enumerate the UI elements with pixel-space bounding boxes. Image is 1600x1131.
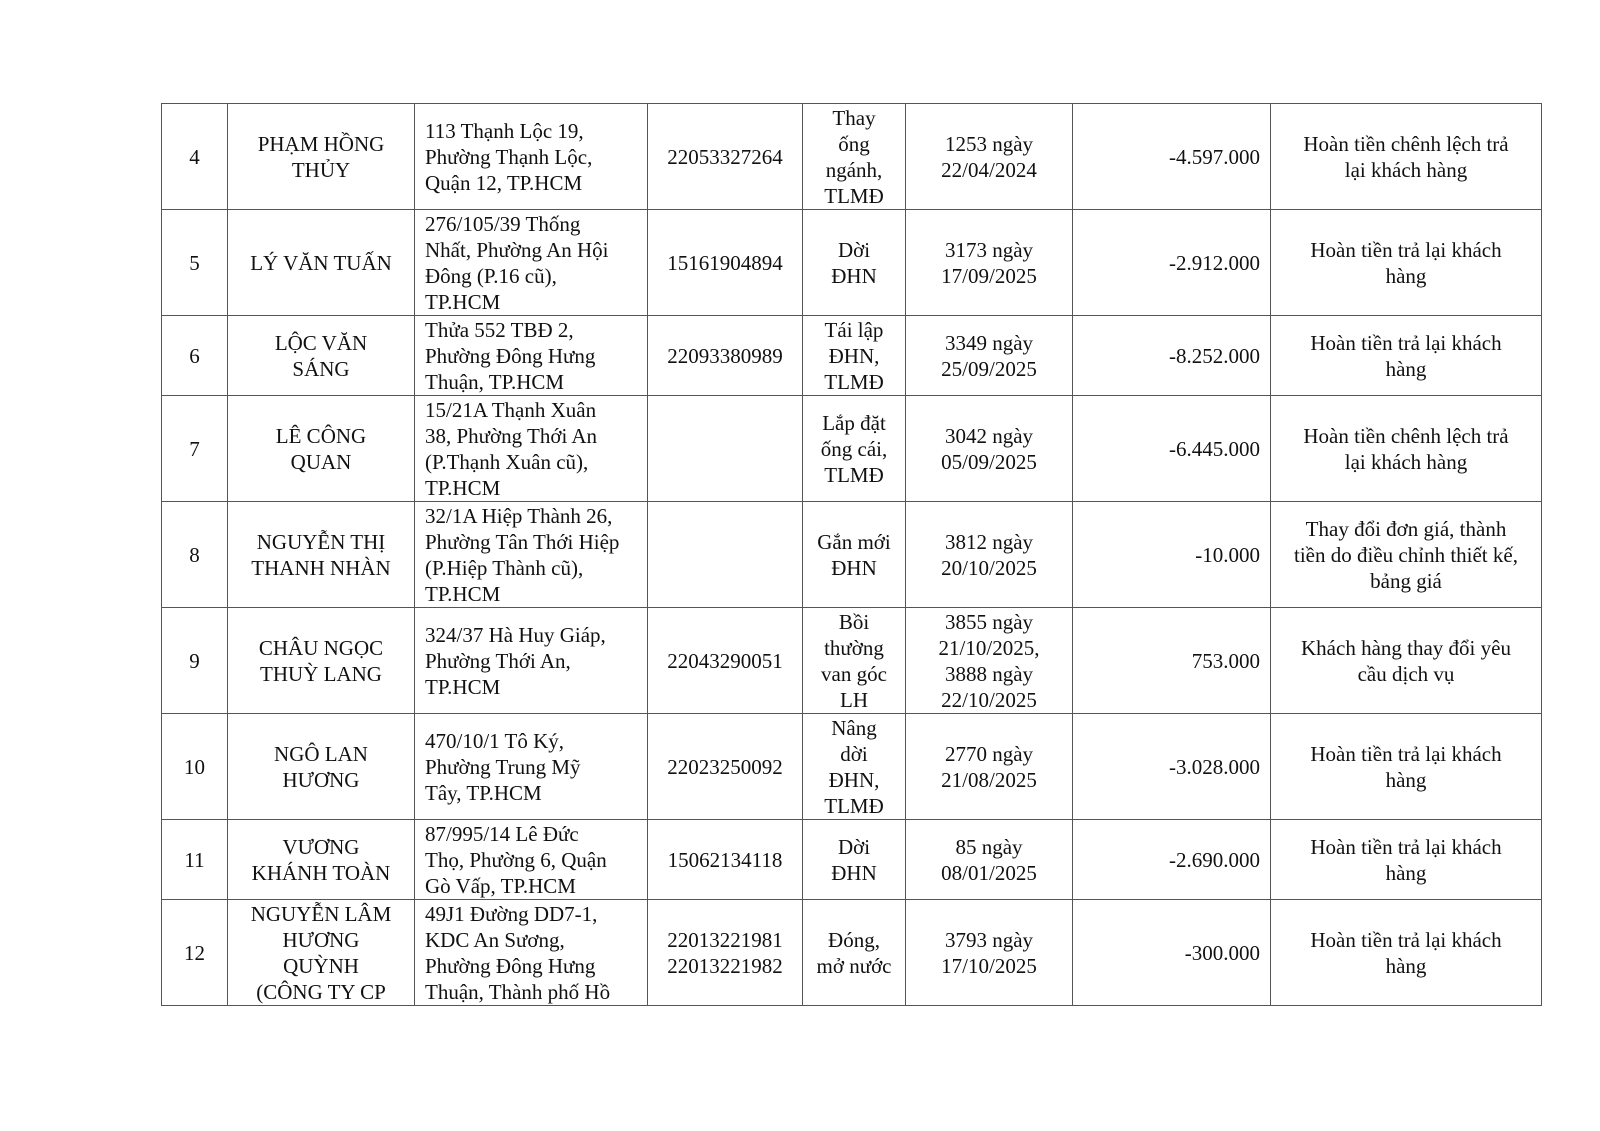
address-cell — [415, 820, 648, 900]
address-line: TP.HCM — [425, 289, 501, 314]
work-type-line: thường — [824, 635, 884, 660]
note-line: Thay đổi đơn giá, thành — [1305, 516, 1507, 541]
customer-name-cell — [228, 608, 415, 714]
customer-name-line: THUỲ LANG — [260, 661, 382, 686]
note-line: Hoàn tiền trả lại khách — [1310, 834, 1502, 859]
customer-code-line: 22013221982 — [667, 953, 783, 978]
note-line: Hoàn tiền trả lại khách — [1310, 237, 1502, 262]
note-line: Hoàn tiền trả lại khách — [1310, 330, 1502, 355]
document-line: 3349 ngày — [944, 330, 1034, 355]
customer-name-cell — [228, 714, 415, 820]
address-line: TP.HCM — [425, 674, 501, 699]
note-line: lại khách hàng — [1344, 157, 1468, 182]
note-cell — [1271, 900, 1542, 1006]
customer-name-line: NGUYỄN LÂM — [250, 901, 392, 926]
customer-name-line: PHẠM HỒNG — [257, 131, 385, 156]
customer-code-line: 22023250092 — [667, 754, 783, 779]
customer-name-line: CHÂU NGỌC — [258, 635, 384, 660]
customer-name-line: NGÔ LAN — [274, 741, 368, 766]
work-type-line: TLMĐ — [824, 183, 884, 208]
document-cell — [906, 104, 1073, 210]
address-line: Phường Đông Hưng — [425, 343, 596, 368]
work-type-line: LH — [840, 687, 868, 712]
refund-table — [161, 103, 1542, 1006]
document-line: 17/10/2025 — [941, 953, 1037, 978]
amount-cell: -8.252.000 — [1073, 316, 1271, 396]
row-number: 5 — [162, 210, 228, 316]
address-line: Thuận, Thành phố Hồ — [425, 979, 611, 1004]
table-row — [162, 608, 1542, 714]
address-cell — [415, 316, 648, 396]
document-cell — [906, 210, 1073, 316]
address-line: Thửa 552 TBĐ 2, — [425, 317, 574, 342]
customer-code-cell — [648, 502, 803, 608]
customer-code-cell — [648, 820, 803, 900]
work-type-cell — [803, 714, 906, 820]
address-line: 32/1A Hiệp Thành 26, — [425, 503, 613, 528]
table-body — [162, 104, 1542, 1006]
address-line: Phường Thới An, — [425, 648, 571, 673]
address-line: Đông (P.16 cũ), — [425, 263, 557, 288]
table-row — [162, 820, 1542, 900]
customer-name-line: LÊ CÔNG — [275, 423, 367, 448]
customer-name-cell — [228, 900, 415, 1006]
customer-name-line: QUAN — [290, 449, 352, 474]
document-cell — [906, 900, 1073, 1006]
document-line: 3888 ngày — [944, 661, 1034, 686]
note-line: hàng — [1385, 356, 1427, 381]
customer-code-cell — [648, 396, 803, 502]
customer-name-line: (CÔNG TY CP — [256, 979, 386, 1004]
table-row — [162, 316, 1542, 396]
customer-name-line: LÝ VĂN TUẤN — [250, 250, 392, 275]
note-line: hàng — [1385, 860, 1427, 885]
customer-name-line: NGUYỄN THỊ — [256, 529, 386, 554]
work-type-line: TLMĐ — [824, 369, 884, 394]
customer-name-line: THANH NHÀN — [251, 555, 391, 580]
customer-code-cell — [648, 608, 803, 714]
note-line: Hoàn tiền chênh lệch trả — [1303, 131, 1509, 156]
customer-name-cell — [228, 396, 415, 502]
work-type-line: ống — [838, 131, 870, 156]
address-line: 87/995/14 Lê Đức — [425, 821, 579, 846]
customer-name-cell — [228, 104, 415, 210]
address-cell — [415, 396, 648, 502]
document-line: 3855 ngày — [944, 609, 1034, 634]
address-line: Nhất, Phường An Hội — [425, 237, 609, 262]
work-type-cell — [803, 502, 906, 608]
customer-code-line: 22053327264 — [667, 144, 783, 169]
work-type-line: Thay — [832, 105, 876, 130]
note-line: lại khách hàng — [1344, 449, 1468, 474]
address-line: Phường Trung Mỹ — [425, 754, 581, 779]
address-line: Phường Thạnh Lộc, — [425, 144, 593, 169]
work-type-cell — [803, 608, 906, 714]
document-line: 3793 ngày — [944, 927, 1034, 952]
work-type-line: Tái lập — [824, 317, 884, 342]
work-type-line: ĐHN, — [828, 767, 880, 792]
document-cell — [906, 714, 1073, 820]
amount-cell: -2.912.000 — [1073, 210, 1271, 316]
work-type-line: Dời — [837, 237, 871, 262]
work-type-line: Lắp đặt — [822, 410, 886, 435]
address-cell — [415, 608, 648, 714]
work-type-cell — [803, 104, 906, 210]
address-line: Gò Vấp, TP.HCM — [425, 873, 576, 898]
document-line: 21/10/2025, — [938, 635, 1040, 660]
work-type-line: Dời — [837, 834, 871, 859]
address-line: Thuận, TP.HCM — [425, 369, 565, 394]
customer-name-cell — [228, 502, 415, 608]
amount-cell: -6.445.000 — [1073, 396, 1271, 502]
amount-cell: -300.000 — [1073, 900, 1271, 1006]
customer-name-line: VƯƠNG — [282, 834, 360, 859]
document-line: 85 ngày — [955, 834, 1023, 859]
note-cell — [1271, 502, 1542, 608]
note-cell — [1271, 714, 1542, 820]
note-line: tiền do điều chỉnh thiết kế, — [1294, 542, 1518, 567]
document-line: 3812 ngày — [944, 529, 1034, 554]
note-cell — [1271, 608, 1542, 714]
amount-cell: -10.000 — [1073, 502, 1271, 608]
amount-cell: -4.597.000 — [1073, 104, 1271, 210]
row-number: 11 — [162, 820, 228, 900]
address-cell — [415, 900, 648, 1006]
customer-code-cell — [648, 900, 803, 1006]
address-line: 470/10/1 Tô Ký, — [425, 728, 565, 753]
work-type-line: van góc — [821, 661, 887, 686]
document-line: 3173 ngày — [944, 237, 1034, 262]
work-type-cell — [803, 210, 906, 316]
document-cell — [906, 316, 1073, 396]
work-type-cell — [803, 396, 906, 502]
note-line: hàng — [1385, 953, 1427, 978]
customer-code-line: 15161904894 — [667, 250, 783, 275]
document-cell — [906, 608, 1073, 714]
row-number: 6 — [162, 316, 228, 396]
address-line: Tây, TP.HCM — [425, 780, 542, 805]
address-line: (P.Hiệp Thành cũ), — [425, 555, 584, 580]
amount-cell: -2.690.000 — [1073, 820, 1271, 900]
customer-code-line: 15062134118 — [667, 847, 783, 872]
customer-name-line: QUỲNH — [283, 953, 359, 978]
note-line: Hoàn tiền trả lại khách — [1310, 741, 1502, 766]
document-line: 22/04/2024 — [941, 157, 1037, 182]
work-type-line: Bồi — [838, 609, 870, 634]
table-row — [162, 396, 1542, 502]
row-number: 8 — [162, 502, 228, 608]
address-line: 113 Thạnh Lộc 19, — [425, 118, 584, 143]
customer-code-line: 22093380989 — [667, 343, 783, 368]
document-line: 1253 ngày — [944, 131, 1034, 156]
work-type-line: mở nước — [816, 953, 892, 978]
table-row — [162, 104, 1542, 210]
row-number: 4 — [162, 104, 228, 210]
address-line: KDC An Sương, — [425, 927, 565, 952]
address-line: 324/37 Hà Huy Giáp, — [425, 622, 606, 647]
amount-cell: 753.000 — [1073, 608, 1271, 714]
note-line: hàng — [1385, 767, 1427, 792]
customer-code-cell — [648, 104, 803, 210]
customer-code-line: 22043290051 — [667, 648, 783, 673]
note-cell — [1271, 104, 1542, 210]
document-line: 22/10/2025 — [941, 687, 1037, 712]
customer-name-line: LỘC VĂN — [274, 330, 368, 355]
document-line: 05/09/2025 — [941, 449, 1037, 474]
note-line: bảng giá — [1370, 568, 1442, 593]
address-cell — [415, 210, 648, 316]
document-cell — [906, 502, 1073, 608]
document-line: 2770 ngày — [944, 741, 1034, 766]
note-cell — [1271, 820, 1542, 900]
note-line: Hoàn tiền trả lại khách — [1310, 927, 1502, 952]
note-line: Hoàn tiền chênh lệch trả — [1303, 423, 1509, 448]
row-number: 10 — [162, 714, 228, 820]
address-line: Phường Đông Hưng — [425, 953, 596, 978]
work-type-line: Đóng, — [828, 927, 880, 952]
work-type-line: ĐHN — [831, 555, 877, 580]
document-cell — [906, 396, 1073, 502]
address-cell — [415, 502, 648, 608]
customer-name-line: HƯƠNG — [282, 927, 360, 952]
document-line: 3042 ngày — [944, 423, 1034, 448]
work-type-line: TLMĐ — [824, 462, 884, 487]
customer-name-cell — [228, 316, 415, 396]
work-type-line: Gắn mới — [817, 529, 891, 554]
note-cell — [1271, 316, 1542, 396]
address-line: Quận 12, TP.HCM — [425, 170, 583, 195]
note-line: Khách hàng thay đổi yêu — [1301, 635, 1511, 660]
note-line: cầu dịch vụ — [1357, 661, 1455, 686]
work-type-line: ĐHN — [831, 860, 877, 885]
work-type-line: ĐHN, — [828, 343, 880, 368]
row-number: 9 — [162, 608, 228, 714]
customer-name-line: KHÁNH TOÀN — [251, 860, 391, 885]
work-type-line: dời — [840, 741, 868, 766]
document-cell — [906, 820, 1073, 900]
address-line: (P.Thạnh Xuân cũ), — [425, 449, 589, 474]
address-line: 38, Phường Thới An — [425, 423, 598, 448]
note-cell — [1271, 396, 1542, 502]
work-type-line: TLMĐ — [824, 793, 884, 818]
address-line: 276/105/39 Thống — [425, 211, 581, 236]
address-cell — [415, 104, 648, 210]
customer-code-cell — [648, 316, 803, 396]
table-row — [162, 502, 1542, 608]
address-line: 49J1 Đường DD7-1, — [425, 901, 598, 926]
work-type-cell — [803, 820, 906, 900]
address-line: 15/21A Thạnh Xuân — [425, 397, 597, 422]
customer-name-cell — [228, 210, 415, 316]
address-line: TP.HCM — [425, 581, 501, 606]
document-line: 20/10/2025 — [941, 555, 1037, 580]
note-cell — [1271, 210, 1542, 316]
address-line: Phường Tân Thới Hiệp — [425, 529, 620, 554]
customer-name-cell — [228, 820, 415, 900]
work-type-line: ĐHN — [831, 263, 877, 288]
work-type-line: ngánh, — [825, 157, 883, 182]
address-line: Thọ, Phường 6, Quận — [425, 847, 607, 872]
customer-code-cell — [648, 714, 803, 820]
document-line: 21/08/2025 — [941, 767, 1037, 792]
note-line: hàng — [1385, 263, 1427, 288]
document-line: 17/09/2025 — [941, 263, 1037, 288]
address-cell — [415, 714, 648, 820]
customer-name-line: HƯƠNG — [282, 767, 360, 792]
amount-cell: -3.028.000 — [1073, 714, 1271, 820]
customer-code-cell — [648, 210, 803, 316]
work-type-line: Nâng — [831, 715, 877, 740]
document-line: 25/09/2025 — [941, 356, 1037, 381]
document-line: 08/01/2025 — [941, 860, 1037, 885]
table-row — [162, 900, 1542, 1006]
table-row — [162, 210, 1542, 316]
address-line: TP.HCM — [425, 475, 501, 500]
customer-name-line: THỦY — [291, 157, 351, 182]
work-type-cell — [803, 316, 906, 396]
row-number: 7 — [162, 396, 228, 502]
row-number: 12 — [162, 900, 228, 1006]
customer-name-line: SÁNG — [292, 356, 350, 381]
work-type-cell — [803, 900, 906, 1006]
table-row — [162, 714, 1542, 820]
customer-code-line: 22013221981 — [667, 927, 783, 952]
work-type-line: ống cái, — [820, 436, 888, 461]
